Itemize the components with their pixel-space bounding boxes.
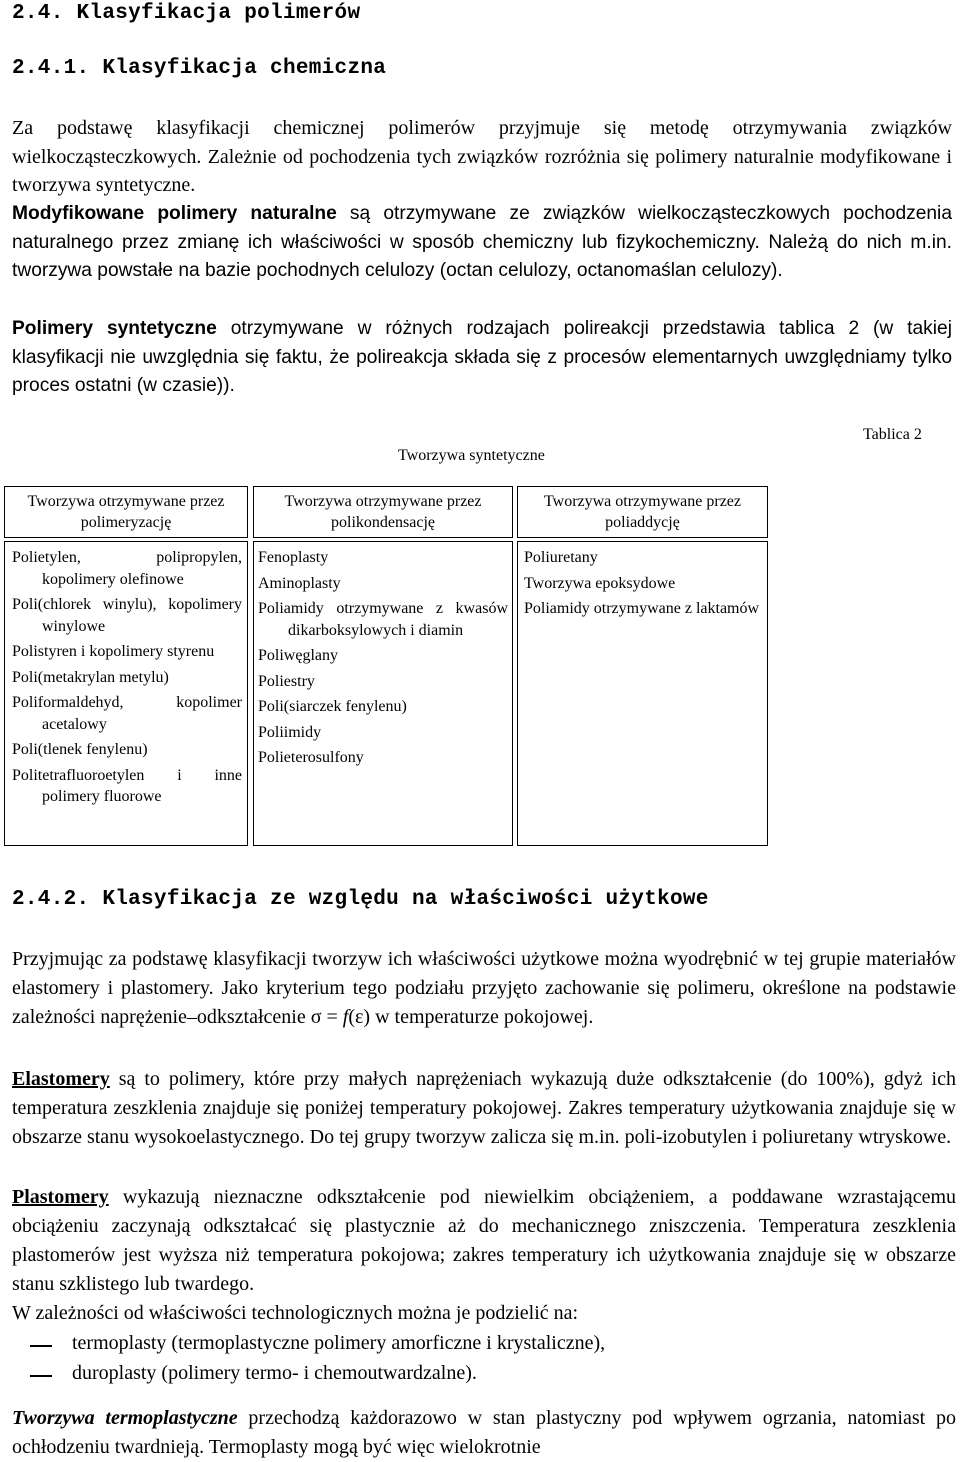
table-item: Polietylen, polipropylen, kopolimery olefinowe [12,549,242,588]
table-item: Aminoplasty [258,574,341,592]
term-plastomers: Plastomery [12,1186,109,1208]
table-item: Poli(siarczek fenylenu) [258,698,407,715]
table-item: Poliamidy otrzymywane z laktamów [524,600,760,617]
table-item: Tworzywa epoksydowe [524,574,676,592]
table-item: Poliuretany [524,549,598,566]
paragraph-text: są to polimery, które przy małych naprężeniach wykazują duże odkształcenie (do 100%), gdyż ich temperatura zeszklenia znajduje się poniżej temperatury pokojowej. Zakres temperatury użytkowania znajduje się w obszarze stanu wysokoelastycznego. Do tej grupy tworzyw zalicza się m.in. poli-izobutylen i poliuretany wtryskowe. [12,1068,956,1148]
table-item: Fenoplasty [258,549,329,566]
term-thermoplastics: Tworzywa termoplastyczne [12,1407,238,1429]
paragraph-modified-polymers [12,200,952,286]
function-symbol: f [342,1006,349,1028]
section-heading: 2.4. Klasyfikacja polimerów [12,2,361,25]
term-elastomers: Elastomery [12,1068,110,1090]
table-title: Tworzywa syntetyczne [398,447,545,464]
term-modified-polymers: Modyfikowane polimery naturalne [12,203,337,224]
paragraph-division: W zależności od właściwości technologicznych można je podzielić na: [12,1302,579,1324]
table-caption: Tablica 2 [863,426,922,443]
term-synthetic-polymers: Polimery syntetyczne [12,318,217,339]
table-item: Poliwęglany [258,647,338,664]
table-item: Polistyren i kopolimery styrenu [12,643,215,660]
table-item: Poli(chlorek winylu), kopolimery winylowe [12,596,242,635]
table-column-polymerization [12,547,242,812]
paragraph-elastomers [12,1065,956,1152]
paragraph-text: (ε) w temperaturze pokojowej. [348,1006,594,1028]
table-item: Poliformaldehyd, kopolimer acetalowy [12,694,242,733]
paragraph-text: wykazują nieznaczne odkształcenie pod niewielkim obciążeniem, a poddawane wzrastającemu obciążeniu zaczynają odkształcać się plastycznie aż do mechanicznego zniszczenia. Temperatura zeszklenia plastomerów jest wyższa niż temperatura pokojowa; zakres temperatury ich użytkowania znajduje się w obszarze stanu szklistego lub twardego. [12,1186,956,1295]
paragraph-synthetic-polymers [12,315,952,401]
table-column-polyaddition [524,547,760,624]
subsection-heading: 2.4.1. Klasyfikacja chemiczna [12,57,387,80]
paragraph-intro: Za podstawę klasyfikacji chemicznej polimerów przyjmuje się metodę otrzymywania związków wielkocząsteczkowych. Zależnie od pochodzenia tych związków rozróżnia się polimery naturalnie modyfikowane i tworzywa syntetyczne. [12,117,952,196]
dash-bullet-icon [30,1375,52,1377]
paragraph-properties [12,945,956,1032]
paragraph-plastomers [12,1183,956,1299]
paragraph-thermoplastics [12,1404,956,1462]
list-item-text: duroplasty (polimery termo- i chemoutwardzalne). [72,1362,477,1384]
dash-bullet-icon [30,1345,52,1347]
table-column-polycondensation [258,547,508,773]
table-item: Polieterosulfony [258,749,364,766]
paragraph-text: są otrzymywane ze związków wielkocząsteczkowych pochodzenia naturalnego przez zmianę ich właściwości w sposób chemiczny lub fizykochemiczny. Należą do nich m.in. tworzywa powstałe na bazie pochodnych celulozy (octan celulozy, octanomaślan celulozy). [12,203,952,281]
table-header-polycondensation: Tworzywa otrzymywane przez polikondensację [253,486,513,538]
paragraph-text: Przyjmując za podstawę klasyfikacji tworzyw ich właściwości użytkowe można wyodrębnić w tej grupie materiałów elastomery i plastomery. Jako kryterium tego podziału przyjęto zachowanie się polimeru, określone na podstawie zależności naprężenie–odkształcenie σ = [12,948,956,1028]
table-item: Politetrafluoroetylen i inne polimery fluorowe [12,766,242,805]
table-item: Poli(tlenek fenylenu) [12,741,148,758]
paragraph-text: przechodzą każdorazowo w stan plastyczny pod wpływem ogrzania, natomiast po ochłodzeniu twardnieją. Termoplasty mogą być więc wielokrotnie [12,1407,956,1458]
table-header-polyaddition: Tworzywa otrzymywane przez poliaddycję [517,486,768,538]
table-item: Poli(metakrylan metylu) [12,668,169,686]
table-item: Poliestry [258,672,315,690]
paragraph-text: otrzymywane w różnych rodzajach polireakcji przedstawia tablica 2 (w takiej klasyfikacji nie uwzględnia się faktu, że polireakcja składa się z procesów elementarnych uwzględniamy tylko proces ostatni (w czasie)). [12,318,952,396]
table-item: Poliimidy [258,723,322,741]
table-item: Poliamidy otrzymywane z kwasów dikarboksylowych i diamin [258,600,508,639]
table-header-polymerization: Tworzywa otrzymywane przez polimeryzację [4,486,248,538]
subsection-heading: 2.4.2. Klasyfikacja ze względu na właściwości użytkowe [12,888,709,911]
list-item-text: termoplasty (termoplastyczne polimery amorficzne i krystaliczne), [72,1332,606,1354]
